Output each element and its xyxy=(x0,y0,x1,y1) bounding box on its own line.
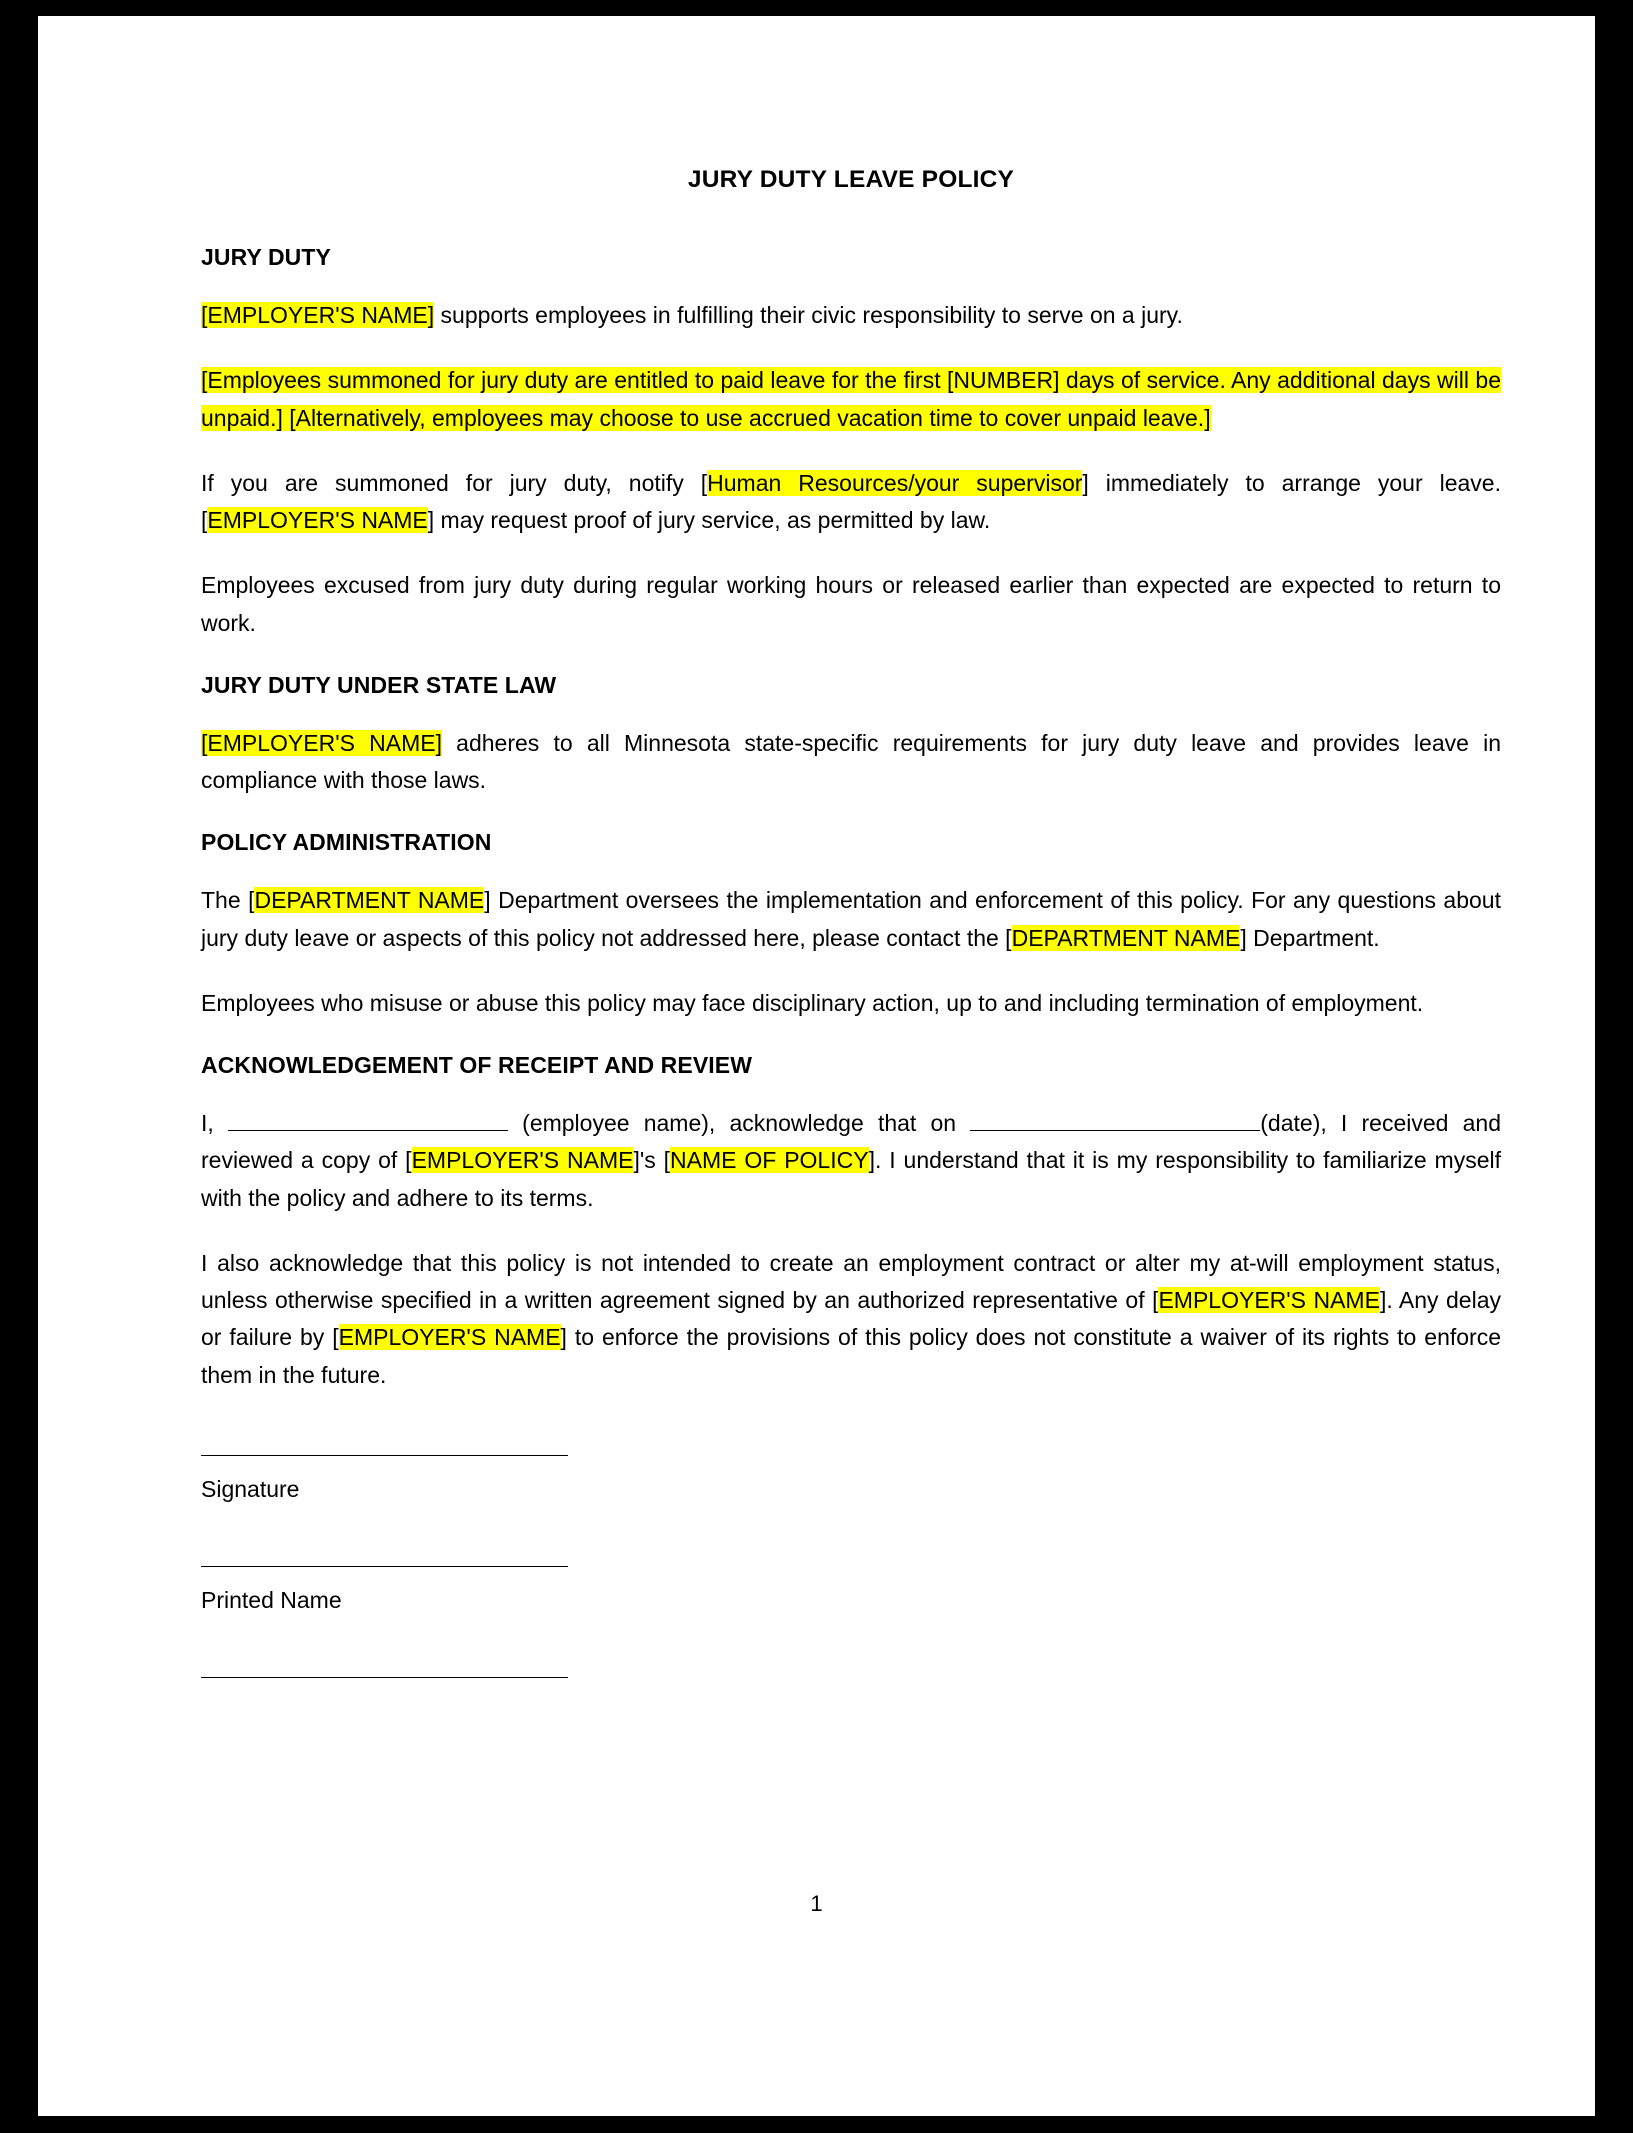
placeholder-employer-name: [EMPLOYER'S NAME] xyxy=(201,302,435,328)
paragraph-misuse: Employees who misuse or abuse this policy may face disciplinary action, up to and including termination of employment. xyxy=(201,989,1424,1016)
paragraph-return-to-work: Employees excused from jury duty during regular working hours or released earlier than expected are expected to return to work. xyxy=(201,572,1501,636)
signature-label: Signature xyxy=(201,1475,300,1502)
document-content xyxy=(201,166,1501,1678)
placeholder-employer-name: EMPLOYER'S NAME xyxy=(207,507,428,533)
paragraph-text: ] to enforce the provisions of this policy does not constitute a waiver of its rights to enforce them in the future. xyxy=(201,1324,1501,1388)
date-line[interactable] xyxy=(201,1676,568,1678)
heading-state-law: JURY DUTY UNDER STATE LAW xyxy=(201,671,557,698)
printed-name-line[interactable] xyxy=(201,1565,568,1567)
paragraph-text: I, xyxy=(201,1110,228,1136)
placeholder-department-name: DEPARTMENT NAME xyxy=(1011,924,1241,951)
paragraph-text: ] may request proof of jury service, as permitted by law. xyxy=(427,507,991,533)
paragraph-policy-administration xyxy=(201,882,1501,957)
paragraph-text: ] Department. xyxy=(1240,924,1380,951)
page-number: 1 xyxy=(810,1891,823,1916)
placeholder-employer-name: EMPLOYER'S NAME xyxy=(1158,1287,1380,1313)
signature-line[interactable] xyxy=(201,1454,568,1456)
paragraph-text: adheres to all Minnesota state-specific requirements for jury duty leave and provides leave in compliance with those laws. xyxy=(201,729,1501,793)
paragraph-text: ]. I understand that it is my responsibility to familiarize myself with the policy and adhere to its terms. xyxy=(201,1147,1501,1211)
signature-block xyxy=(201,1454,1501,1678)
placeholder-employer-name: EMPLOYER'S NAME xyxy=(411,1147,634,1174)
placeholder-employer-name: EMPLOYER'S NAME xyxy=(338,1324,561,1351)
heading-jury-duty: JURY DUTY xyxy=(201,244,331,270)
placeholder-department-name: DEPARTMENT NAME xyxy=(254,887,485,914)
printed-name-label: Printed Name xyxy=(201,1586,342,1613)
paragraph-text: The [ xyxy=(201,887,255,914)
paragraph-state-law xyxy=(201,725,1501,800)
paragraph-text: ] immediately to arrange your leave. [ xyxy=(201,469,1501,533)
paragraph-text: (employee name), acknowledge that on xyxy=(507,1110,971,1136)
document-title: JURY DUTY LEAVE POLICY xyxy=(687,166,1015,193)
paragraph-text: ] Department oversees the implementation and enforcement of this policy. For any questions about jury duty leave or aspects of this policy not addressed here, please contact the [ xyxy=(201,887,1501,951)
paragraph-text: I also acknowledge that this policy is not intended to create an employment contract or alter my at-will employment status, unless otherwise specified in a written agreement signed by an authorized representative of [ xyxy=(201,1249,1501,1313)
date-blank[interactable] xyxy=(970,1110,1260,1131)
paragraph-text: ]'s [ xyxy=(633,1147,671,1174)
placeholder-vacation-clause: [Alternatively, employees may choose to use accrued vacation time to cover unpaid leave.] xyxy=(282,404,1211,431)
paragraph-paid-leave xyxy=(201,362,1501,437)
heading-policy-administration: POLICY ADMINISTRATION xyxy=(201,829,492,856)
paragraph-jury-duty-intro xyxy=(201,297,1501,334)
paragraph-at-will xyxy=(201,1245,1501,1394)
heading-acknowledgement: ACKNOWLEDGEMENT OF RECEIPT AND REVIEW xyxy=(201,1052,753,1078)
paragraph-text: If you are summoned for jury duty, notify [ xyxy=(201,469,708,496)
employee-name-blank[interactable] xyxy=(228,1110,508,1131)
placeholder-policy-name: NAME OF POLICY xyxy=(670,1147,869,1174)
paragraph-text: supports employees in fulfilling their civic responsibility to serve on a jury. xyxy=(434,302,1183,328)
placeholder-employer-name: [EMPLOYER'S NAME] xyxy=(201,729,442,756)
placeholder-hr-supervisor: Human Resources/your supervisor xyxy=(707,469,1083,496)
document-page xyxy=(38,16,1595,2116)
paragraph-acknowledgement xyxy=(201,1105,1501,1217)
paragraph-notification xyxy=(201,465,1501,540)
placeholder-paid-leave-clause: [Employees summoned for jury duty are entitled to paid leave for the first [NUMBER] days of service. Any additional days will be unpaid.] xyxy=(201,367,1501,431)
paragraph-text: ]. Any delay or failure by [ xyxy=(201,1287,1501,1351)
paragraph-text: (date), I received and reviewed a copy of [ xyxy=(201,1110,1501,1174)
